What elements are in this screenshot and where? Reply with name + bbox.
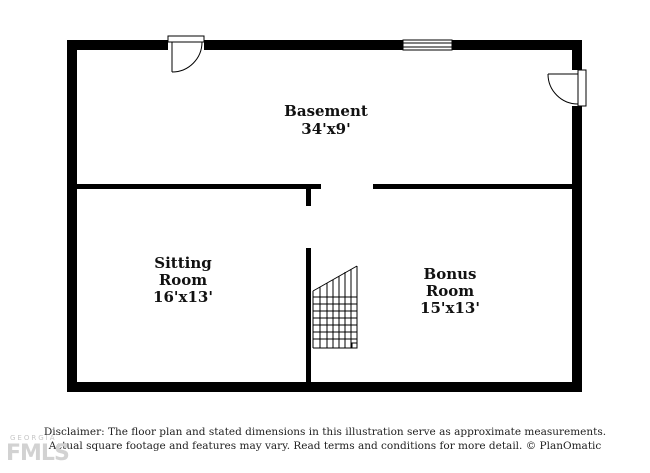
sitting-room-label-line2: Room bbox=[158, 271, 208, 289]
left-wall bbox=[67, 40, 77, 392]
bottom-wall bbox=[67, 382, 582, 392]
right-wall-top bbox=[572, 40, 582, 70]
bonus-room-dimensions: 15'x13' bbox=[420, 299, 480, 317]
stub-wall bbox=[306, 189, 311, 206]
basement-dimensions: 34'x9' bbox=[301, 120, 351, 138]
sitting-room-label-line1: Sitting bbox=[154, 254, 212, 272]
sitting-room-dimensions: 16'x13' bbox=[153, 288, 213, 306]
basement-divider-right bbox=[373, 184, 572, 189]
right-wall-bottom bbox=[572, 106, 582, 392]
bonus-room-label-line1: Bonus bbox=[423, 265, 477, 283]
top-wall-right bbox=[452, 40, 582, 50]
staircase bbox=[313, 266, 357, 348]
top-wall-left bbox=[67, 40, 168, 50]
disclaimer-line-1: Disclaimer: The floor plan and stated dimensions in this illustration serve as approximate measurements. bbox=[43, 426, 607, 438]
interior-walls bbox=[77, 184, 572, 382]
door-right bbox=[548, 70, 586, 106]
door-top-left bbox=[168, 36, 204, 72]
basement-divider-left bbox=[77, 184, 321, 189]
logo-main-text: FMLS bbox=[6, 441, 69, 466]
bonus-room-label-line2: Room bbox=[425, 282, 475, 300]
sitting-bonus-divider bbox=[306, 248, 311, 382]
top-wall-middle bbox=[204, 40, 403, 50]
georgia-fmls-logo bbox=[6, 434, 78, 470]
logo-top-text: GEORGIA bbox=[10, 434, 57, 442]
window-top bbox=[403, 40, 452, 50]
basement-label: Basement bbox=[284, 102, 368, 120]
disclaimer-line-2: Actual square footage and features may vary. Read terms and conditions for more detail. © PlanOmatic bbox=[48, 440, 602, 452]
